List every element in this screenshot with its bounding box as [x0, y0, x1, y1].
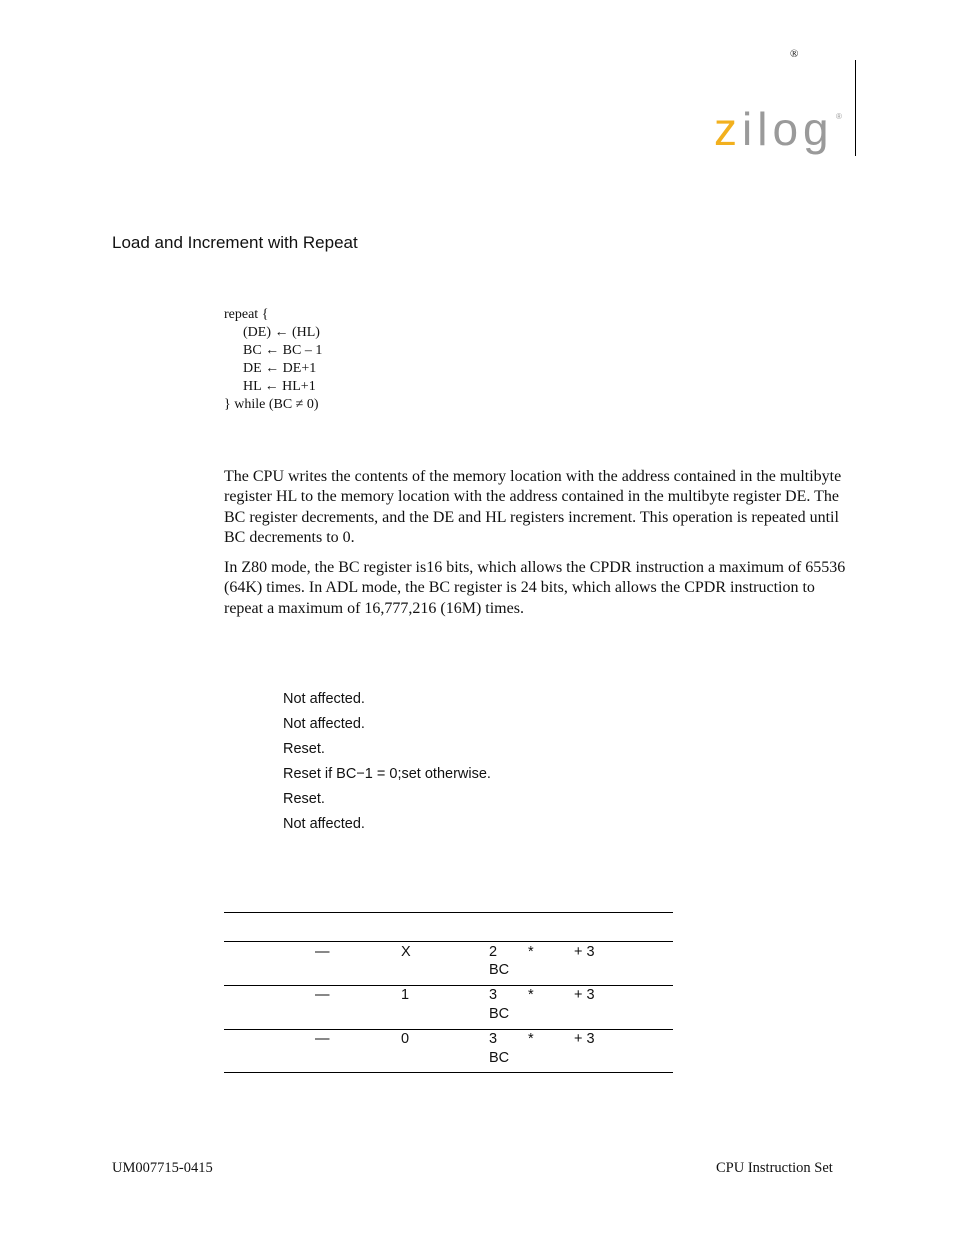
table-cell: + 3 [574, 987, 595, 1003]
operation-line: HL ← HL+1 [243, 379, 316, 394]
description-paragraph-1: The CPU writes the contents of the memory location with the address contained in the multibyte register HL to the memory location with the address contained in the multibyte register DE. The BC register decrements, and the DE and HL registers increment. This operation is repeated until BC decrements to 0. [224, 468, 842, 546]
flag-z-status: Not affected. [283, 716, 365, 732]
operation-line: BC ← BC – 1 [243, 343, 323, 358]
condition-flags [283, 687, 491, 837]
table-cell: BC [489, 962, 510, 978]
table-rule [224, 912, 673, 913]
footer-doc-number: UM007715-0415 [112, 1160, 213, 1176]
operation-line: repeat { [224, 307, 269, 322]
table-cell: 1 [401, 987, 410, 1003]
table-cell: BC [489, 1006, 510, 1022]
operation-line: } while (BC ≠ 0) [224, 397, 319, 412]
table-cell: 3 [489, 987, 498, 1003]
table-cell: 0 [401, 1031, 410, 1047]
table-rule [224, 1072, 673, 1073]
table-cell: — [315, 987, 330, 1003]
table-cell: 2 [489, 944, 498, 960]
logo-z: z [714, 103, 742, 155]
table-cell: 3 [489, 1031, 498, 1047]
table-cell: * [528, 987, 534, 1003]
table-cell: — [315, 1031, 330, 1047]
footer-section: CPU Instruction Set [716, 1160, 833, 1176]
description-paragraph-2: In Z80 mode, the BC register is16 bits, which allows the CPDR instruction a maximum of 65536 (64K) times. In ADL mode, the BC register is 24 bits, which allows the CPDR instruction to repeat a maximum of 16,777,216 (16M) times. [224, 559, 846, 617]
flag-pv-status: Reset if BC−1 = 0;set otherwise. [283, 766, 491, 782]
flag-h-status: Reset. [283, 741, 325, 757]
logo-rest: ilog [742, 103, 834, 155]
table-cell: * [528, 1031, 534, 1047]
logo-registered-mark: ® [836, 112, 842, 121]
table-cell: BC [489, 1050, 510, 1066]
table-rule [224, 1029, 673, 1030]
registered-mark: ® [790, 48, 799, 60]
section-title: Load and Increment with Repeat [112, 233, 358, 252]
table-cell: + 3 [574, 944, 595, 960]
operation-block [224, 306, 322, 414]
table-cell: X [401, 944, 411, 960]
flag-s-status: Not affected. [283, 691, 365, 707]
flag-c-status: Not affected. [283, 816, 365, 832]
table-cell: + 3 [574, 1031, 595, 1047]
table-cell: * [528, 944, 534, 960]
table-cell: — [315, 944, 330, 960]
header-divider [855, 60, 856, 156]
zilog-logo [714, 103, 834, 155]
operation-line: (DE) ← (HL) [243, 325, 320, 340]
operation-line: DE ← DE+1 [243, 361, 317, 376]
table-rule [224, 941, 673, 942]
table-rule [224, 985, 673, 986]
flag-n-status: Reset. [283, 791, 325, 807]
